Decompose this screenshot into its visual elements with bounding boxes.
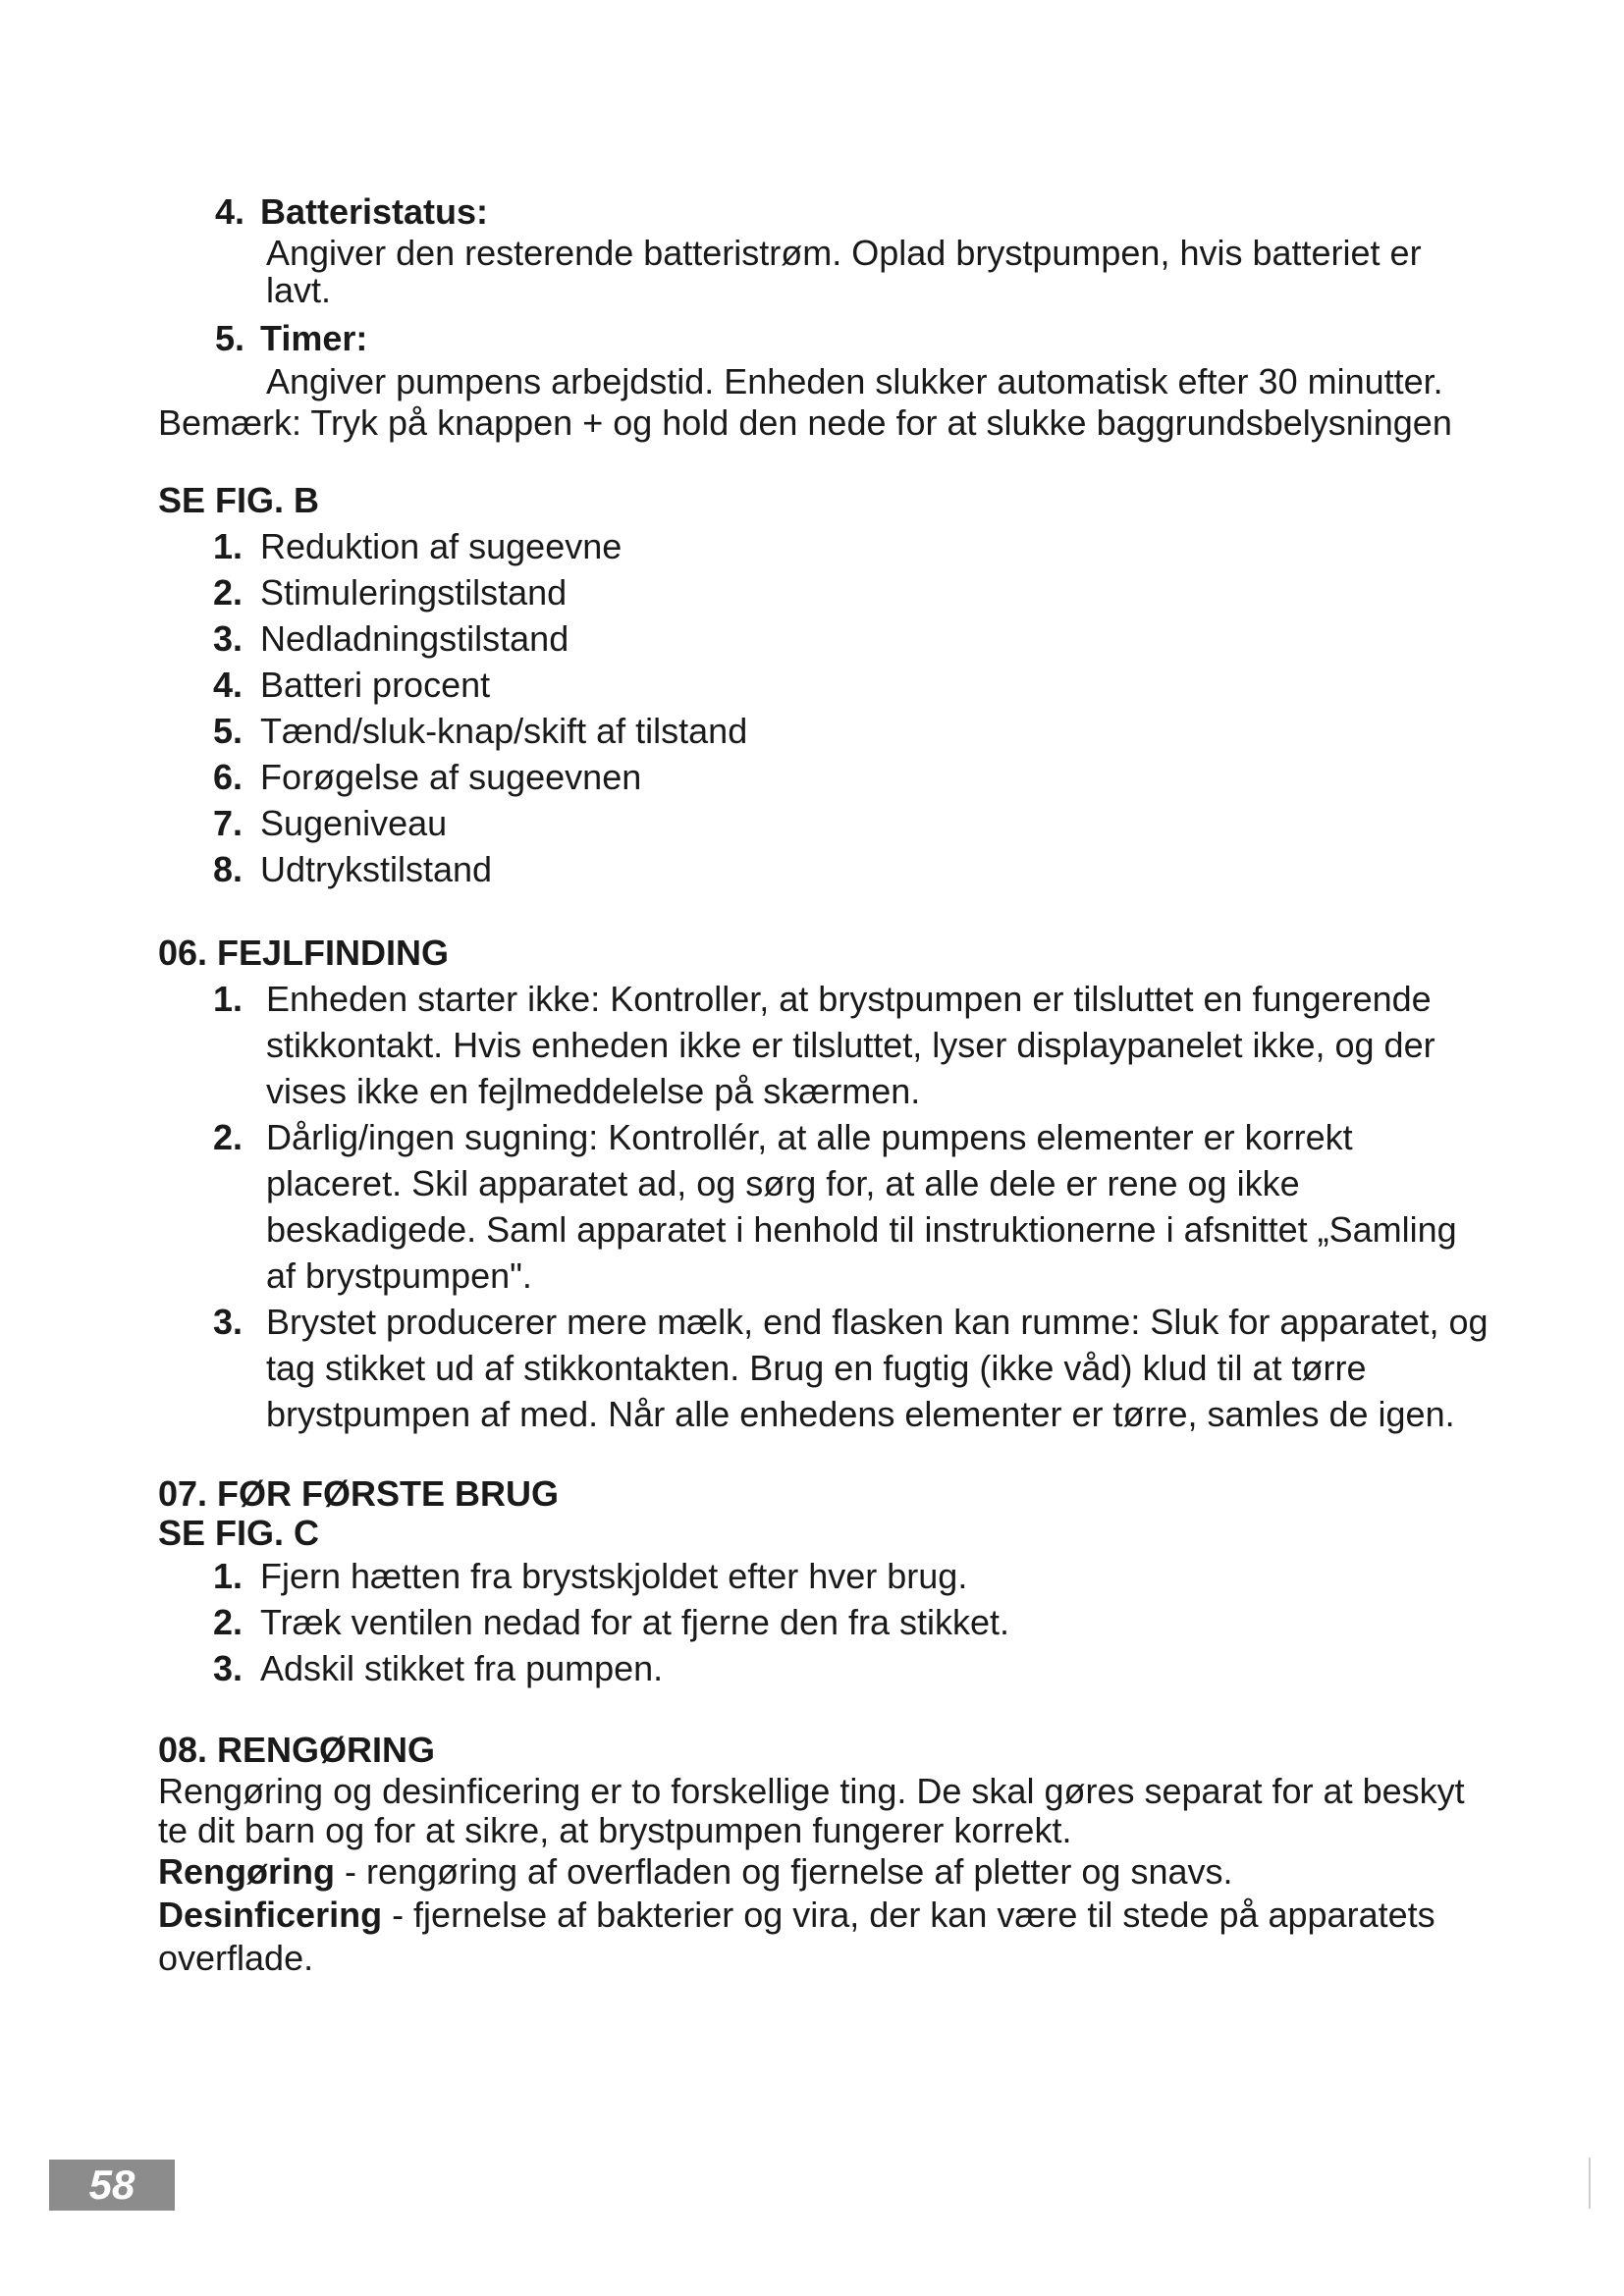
cleaning-heading: 08. RENGØRING bbox=[158, 1730, 436, 1770]
fig-b-list bbox=[158, 523, 1493, 892]
status-item-timer bbox=[158, 315, 1493, 402]
item-description: Angiver pumpens arbejdstid. Enheden slukker automatisk efter 30 minutter. bbox=[266, 361, 1443, 401]
item-number: 5. bbox=[215, 318, 245, 358]
page-content bbox=[158, 188, 1493, 1980]
list-item: 3. Nedladningstilstand bbox=[213, 618, 569, 659]
cleaning-definition bbox=[158, 1850, 1493, 1894]
fig-b-heading: SE FIG. B bbox=[158, 480, 320, 520]
list-item: 4. Batteri procent bbox=[213, 665, 491, 705]
term-cleaning: Rengøring bbox=[158, 1851, 335, 1892]
backlight-note: Bemærk: Tryk på knappen + og hold den nede for at slukke baggrundsbelysningen bbox=[158, 402, 1452, 443]
list-item: 8. Udtrykstilstand bbox=[213, 849, 493, 889]
list-item: 7. Sugeniveau bbox=[213, 803, 448, 843]
list-item: 2. Dårlig/ingen sugning: Kontrollér, at alle pumpens elementer er korrekt placeret. Skil apparatet ad, og sørg for, at alle dele er rene og ikke beskadigede. Saml apparatet i henhold til instruktionerne i afsnittet „Samling af brystpumpen". bbox=[213, 1117, 1457, 1296]
item-description: Angiver den resterende batteristrøm. Oplad brystpumpen, hvis batteriet er lavt. bbox=[266, 233, 1422, 310]
first-use-subheading: SE FIG. C bbox=[158, 1513, 320, 1553]
item-title: Batteristatus: bbox=[260, 191, 489, 232]
list-item: 6. Forøgelse af sugeevnen bbox=[213, 757, 642, 797]
item-number: 4. bbox=[215, 191, 245, 232]
list-item: 5. Tænd/sluk-knap/skift af tilstand bbox=[213, 711, 748, 751]
troubleshooting-heading: 06. FEJLFINDING bbox=[158, 933, 450, 973]
list-item: 1. Fjern hætten fra brystskjoldet efter hver brug. bbox=[213, 1556, 968, 1596]
first-use-list bbox=[158, 1553, 1493, 1691]
list-item: 3. Brystet producerer mere mælk, end flasken kan rumme: Sluk for apparatet, og tag stikket ud af stikkontakten. Brug en fugtig (ikke våd) klud til at tørre brystpumpen af med. Når alle enhedens elementer er tørre, samles de igen. bbox=[213, 1302, 1489, 1434]
list-item: 1. Enheden starter ikke: Kontroller, at brystpumpen er tilsluttet en fungerende stikkontakt. Hvis enheden ikke er tilsluttet, lyser displaypanelet ikke, og der vises ikke en fejlmeddelelse på skærmen. bbox=[213, 979, 1435, 1111]
list-item: 2. Træk ventilen nedad for at fjerne den fra stikket. bbox=[213, 1602, 1010, 1642]
list-item: 1. Reduktion af sugeevne bbox=[213, 526, 623, 566]
definition-disinfection: - fjernelse af bakterier og vira, der kan være til stede på apparatets overflade. bbox=[158, 1895, 1435, 1978]
troubleshooting-list bbox=[158, 976, 1493, 1437]
cleaning-intro: Rengøring og desinficering er to forskellige ting. De skal gøres separat for at beskyt te dit barn og for at sikre, at brystpumpen fungerer korrekt. bbox=[158, 1771, 1465, 1850]
definition-cleaning: - rengøring af overfladen og fjernelse af pletter og snavs. bbox=[334, 1851, 1233, 1892]
term-disinfection: Desinficering bbox=[158, 1895, 383, 1935]
list-item: 3. Adskil stikket fra pumpen. bbox=[213, 1648, 664, 1688]
status-item-battery bbox=[158, 188, 1493, 309]
page-number: 58 bbox=[49, 2160, 175, 2211]
disinfection-definition bbox=[158, 1894, 1493, 1980]
first-use-heading: 07. FØR FØRSTE BRUG bbox=[158, 1473, 560, 1514]
list-item: 2. Stimuleringstilstand bbox=[213, 572, 568, 613]
page-edge-divider bbox=[1589, 2158, 1591, 2209]
item-title: Timer: bbox=[260, 318, 368, 358]
